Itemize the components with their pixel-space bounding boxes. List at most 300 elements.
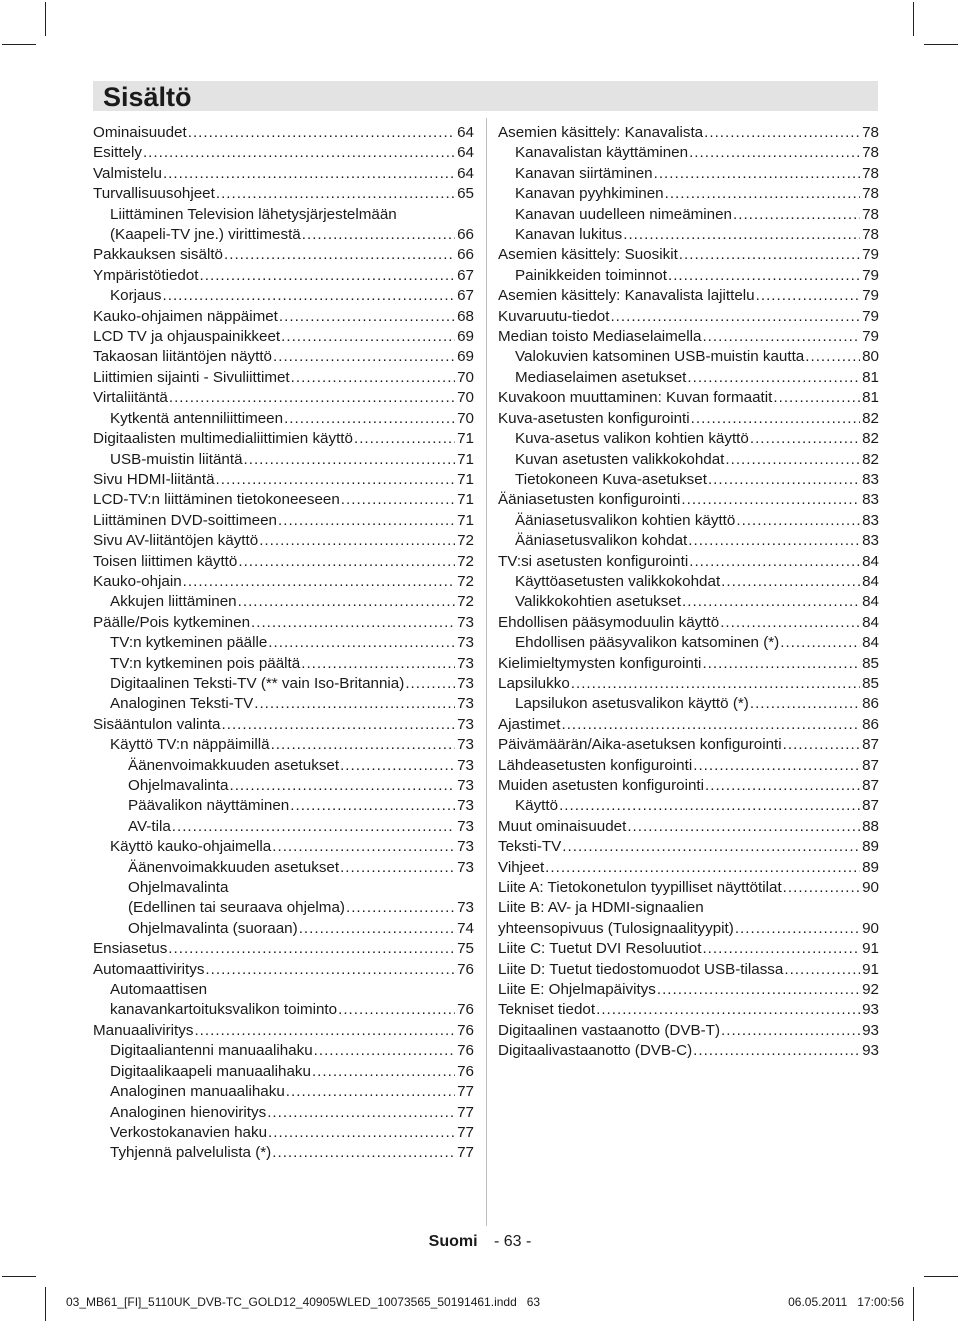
dot-leader xyxy=(346,898,455,918)
dot-leader xyxy=(216,184,455,204)
dot-leader xyxy=(689,143,860,163)
toc-entry-page: 71 xyxy=(457,430,474,448)
toc-entry xyxy=(93,368,474,388)
dot-leader xyxy=(405,674,455,694)
toc-entry xyxy=(498,980,879,1000)
toc-entry-page: 76 xyxy=(457,1042,474,1060)
toc-entry-title: Asemien käsittely: Kanavalista lajittelu xyxy=(498,287,755,305)
toc-entry-page: 72 xyxy=(457,552,474,570)
toc-entry-title: Kytkentä antenniliittimeen xyxy=(110,409,284,427)
dot-leader xyxy=(278,511,455,531)
toc-entry xyxy=(93,205,474,246)
toc-entry xyxy=(93,633,474,653)
toc-entry xyxy=(93,1062,474,1082)
toc-entry-title: Analoginen Teksti-TV xyxy=(110,695,254,713)
toc-entry-page: 73 xyxy=(457,777,474,794)
dot-leader xyxy=(168,939,455,959)
dot-leader xyxy=(773,388,860,408)
toc-entry xyxy=(498,388,879,408)
toc-entry xyxy=(93,654,474,674)
dot-leader xyxy=(200,266,456,286)
dot-leader xyxy=(299,919,455,939)
toc-entry-page: 66 xyxy=(457,246,474,264)
toc-entry-title: Liittäminen DVD-soittimeen xyxy=(93,511,278,529)
toc-entry-title: Liite D: Tuetut tiedostomuodot USB-tilassa xyxy=(498,960,784,978)
toc-entry-page: 82 xyxy=(862,430,879,448)
toc-entry-page: 65 xyxy=(457,185,474,203)
toc-entry-page: 81 xyxy=(862,389,879,407)
toc-list-left xyxy=(93,123,474,1164)
toc-entry xyxy=(93,1082,474,1102)
toc-entry-page: 71 xyxy=(457,491,474,509)
toc-entry-title: Tietokoneen Kuva-asetukset xyxy=(515,470,707,488)
dot-leader xyxy=(259,531,455,551)
dot-leader xyxy=(238,552,455,572)
dot-leader xyxy=(682,592,860,612)
dot-leader xyxy=(268,1123,455,1143)
toc-entry-page: 89 xyxy=(862,858,879,876)
toc-entry xyxy=(93,837,474,857)
dot-leader xyxy=(627,817,860,837)
toc-entry-title: Valmistelu xyxy=(93,164,162,182)
toc-entry xyxy=(93,347,474,367)
dot-leader xyxy=(194,1021,455,1041)
toc-entry-page: 67 xyxy=(457,266,474,284)
dot-leader xyxy=(271,735,456,755)
dot-leader xyxy=(301,654,455,674)
toc-entry-page: 76 xyxy=(457,1021,474,1039)
dot-leader xyxy=(691,409,860,429)
toc-entry xyxy=(498,368,879,388)
toc-entry-page: 84 xyxy=(862,572,879,590)
toc-entry-title: Äänenvoimakkuuden asetukset xyxy=(128,756,340,774)
toc-entry-page: 87 xyxy=(862,777,879,794)
toc-entry xyxy=(498,164,879,184)
toc-entry-page: 72 xyxy=(457,593,474,611)
toc-entry-page: 77 xyxy=(457,1144,474,1162)
toc-entry-page: 91 xyxy=(862,940,879,958)
crop-mark xyxy=(924,1276,958,1277)
toc-entry-page: 76 xyxy=(457,960,474,978)
toc-entry xyxy=(93,592,474,612)
toc-entry xyxy=(93,1123,474,1143)
toc-entry-page: 78 xyxy=(862,144,879,162)
toc-entry-page: 72 xyxy=(457,572,474,590)
crop-mark xyxy=(2,1276,36,1277)
toc-entry xyxy=(93,123,474,143)
toc-entry-title: Ohjelmavalinta (suoraan) xyxy=(128,919,298,937)
toc-entry-page: 70 xyxy=(457,389,474,407)
crop-mark xyxy=(45,2,46,36)
toc-entry-page: 70 xyxy=(457,409,474,427)
dot-leader xyxy=(251,613,455,633)
dot-leader xyxy=(736,511,860,531)
toc-entry xyxy=(93,531,474,551)
toc-entry-page: 67 xyxy=(457,287,474,305)
toc-left-column xyxy=(93,123,474,1164)
dot-leader xyxy=(341,490,455,510)
dot-leader xyxy=(163,286,456,306)
toc-entry xyxy=(498,960,879,980)
toc-entry xyxy=(93,266,474,286)
toc-entry-title: Sivu HDMI-liitäntä xyxy=(93,470,215,488)
toc-entry-page: 77 xyxy=(457,1123,474,1141)
toc-entry xyxy=(93,980,474,1021)
dot-leader xyxy=(721,1021,860,1041)
dot-leader xyxy=(559,796,860,816)
toc-entry-title: Liite C: Tuetut DVI Resoluutiot xyxy=(498,940,702,958)
toc-entry-page: 91 xyxy=(862,960,879,978)
title-bar xyxy=(93,81,878,111)
toc-entry xyxy=(93,817,474,837)
toc-entry-page: 86 xyxy=(862,695,879,713)
toc-entry xyxy=(498,939,879,959)
toc-entry xyxy=(498,592,879,612)
toc-entry-page: 73 xyxy=(457,858,474,876)
toc-entry-page: 64 xyxy=(457,144,474,162)
dot-leader xyxy=(708,470,860,490)
toc-entry xyxy=(498,552,879,572)
dot-leader xyxy=(725,450,860,470)
toc-entry-title: Ehdollisen pääsyvalikon katsominen (*) xyxy=(515,634,780,652)
dot-leader xyxy=(780,633,860,653)
toc-entry-page: 78 xyxy=(862,226,879,244)
toc-entry xyxy=(93,1103,474,1123)
toc-entry-title: Käyttö TV:n näppäimillä xyxy=(110,736,270,754)
toc-entry-page: 78 xyxy=(862,185,879,203)
toc-right-column xyxy=(498,123,879,1062)
dot-leader xyxy=(750,694,860,714)
toc-entry-page: 66 xyxy=(457,226,474,244)
crop-mark xyxy=(45,1287,46,1321)
toc-entry xyxy=(93,429,474,449)
toc-entry-title: (Edellinen tai seuraava ohjelma) xyxy=(128,899,345,917)
toc-entry xyxy=(498,286,879,306)
dot-leader xyxy=(183,572,455,592)
toc-entry-title: TV:n kytkeminen pois päältä xyxy=(110,654,301,672)
dot-leader xyxy=(704,123,860,143)
toc-entry-page: 84 xyxy=(862,593,879,611)
toc-entry-title: Kuvan asetusten valikkokohdat xyxy=(515,450,725,468)
toc-entry-title: Ympäristötiedot xyxy=(93,266,199,284)
toc-entry-title: Ohjelmavalinta xyxy=(128,777,229,794)
toc-entry xyxy=(498,450,879,470)
toc-entry-title: Digitaalivastaanotto (DVB-C) xyxy=(498,1042,693,1060)
toc-entry-page: 77 xyxy=(457,1103,474,1121)
toc-entry-title: kanavankartoituksvalikon toiminto xyxy=(110,1001,338,1019)
dot-leader xyxy=(290,796,455,816)
toc-entry-title: Kanavan pyyhkiminen xyxy=(515,185,664,203)
dot-leader xyxy=(702,654,860,674)
toc-entry-title: LCD TV ja ohjauspainikkeet xyxy=(93,328,281,346)
toc-entry xyxy=(498,511,879,531)
dot-leader xyxy=(571,674,860,694)
toc-entry-title: Digitaalinen Teksti-TV (** vain Iso-Britannia) xyxy=(110,674,405,692)
toc-entry-page: 73 xyxy=(457,817,474,835)
toc-entry xyxy=(498,837,879,857)
toc-entry-title: Liite E: Ohjelmapäivitys xyxy=(498,981,656,999)
dot-leader xyxy=(172,817,455,837)
dot-leader xyxy=(705,776,860,796)
toc-entry xyxy=(498,1000,879,1020)
toc-entry-title: Kanavan uudelleen nimeäminen xyxy=(515,205,733,223)
toc-entry-page: 72 xyxy=(457,532,474,550)
toc-entry-title: Takaosan liitäntöjen näyttö xyxy=(93,348,272,366)
toc-entry-title: Lapsilukon asetusvalikon käyttö (*) xyxy=(515,695,749,713)
toc-entry-title: Ensiasetus xyxy=(93,940,168,958)
dot-leader xyxy=(702,939,860,959)
toc-entry-page: 76 xyxy=(457,1062,474,1080)
dot-leader xyxy=(702,327,860,347)
toc-entry xyxy=(498,633,879,653)
toc-entry-page: 82 xyxy=(862,409,879,427)
page-footer xyxy=(0,1232,960,1252)
toc-entry-title: Median toisto Mediaselaimella xyxy=(498,328,702,346)
dot-leader xyxy=(354,429,455,449)
crop-mark xyxy=(924,44,958,45)
toc-entry-title: Ääniasetusvalikon kohtien käyttö xyxy=(515,511,736,529)
dot-leader xyxy=(720,613,860,633)
toc-entry-title: Analoginen manuaalihaku xyxy=(110,1083,285,1101)
toc-entry xyxy=(498,694,879,714)
toc-entry xyxy=(498,756,879,776)
toc-entry xyxy=(93,552,474,572)
toc-entry-page: 93 xyxy=(862,1021,879,1039)
dot-leader xyxy=(805,347,860,367)
toc-entry-title: Analoginen hienoviritys xyxy=(110,1103,267,1121)
toc-entry xyxy=(498,878,879,898)
dot-leader xyxy=(735,919,860,939)
toc-entry xyxy=(498,123,879,143)
toc-entry-page: 77 xyxy=(457,1083,474,1101)
toc-entry xyxy=(498,347,879,367)
toc-entry-title: Turvallisuusohjeet xyxy=(93,185,215,203)
slug-datetime: 06.05.2011 17:00:56 xyxy=(788,1295,904,1309)
toc-entry xyxy=(93,307,474,327)
toc-entry xyxy=(93,286,474,306)
toc-entry-title: Asemien käsittely: Kanavalista xyxy=(498,124,704,141)
toc-entry-title-line: Automaattisen xyxy=(110,981,208,999)
toc-entry xyxy=(93,470,474,490)
toc-entry-page: 79 xyxy=(862,328,879,346)
toc-entry-page: 71 xyxy=(457,450,474,468)
toc-entry xyxy=(93,327,474,347)
dot-leader xyxy=(340,858,455,878)
toc-entry xyxy=(93,939,474,959)
toc-entry-page: 83 xyxy=(862,532,879,550)
toc-entry xyxy=(93,796,474,816)
toc-entry-page: 85 xyxy=(862,674,879,692)
dot-leader xyxy=(163,164,455,184)
column-divider xyxy=(486,118,487,1226)
dot-leader xyxy=(783,735,860,755)
toc-entry xyxy=(498,327,879,347)
toc-entry-page: 73 xyxy=(457,715,474,733)
toc-entry xyxy=(498,735,879,755)
toc-entry-title: Digitaalinen vastaanotto (DVB-T) xyxy=(498,1021,721,1039)
toc-entry-title: Ajastimet xyxy=(498,715,561,733)
toc-entry-page: 84 xyxy=(862,552,879,570)
toc-entry-page: 83 xyxy=(862,470,879,488)
toc-entry-page: 76 xyxy=(457,1001,474,1019)
dot-leader xyxy=(681,490,860,510)
toc-entry-page: 74 xyxy=(457,919,474,937)
dot-leader xyxy=(222,715,456,735)
dot-leader xyxy=(273,347,455,367)
toc-entry-page: 64 xyxy=(457,124,474,141)
crop-mark xyxy=(913,2,914,36)
toc-entry-title: Automaattiviritys xyxy=(93,960,205,978)
dot-leader xyxy=(224,245,455,265)
dot-leader xyxy=(229,776,455,796)
toc-entry xyxy=(93,858,474,878)
toc-entry-title: Muiden asetusten konfigurointi xyxy=(498,777,705,794)
toc-entry-page: 82 xyxy=(862,450,879,468)
toc-entry-title: Kanavalistan käyttäminen xyxy=(515,144,689,162)
toc-entry xyxy=(498,470,879,490)
toc-entry-title: Asemien käsittely: Suosikit xyxy=(498,246,678,264)
toc-entry-title: Liittimien sijainti - Sivuliittimet xyxy=(93,368,290,386)
toc-entry-page: 78 xyxy=(862,205,879,223)
toc-entry xyxy=(498,898,879,939)
toc-entry xyxy=(93,613,474,633)
toc-entry xyxy=(93,1021,474,1041)
slug-filename: 03_MB61_[FI]_5110UK_DVB-TC_GOLD12_40905WLED_10073565_50191461.indd 63 xyxy=(66,1295,541,1309)
toc-entry xyxy=(93,409,474,429)
toc-entry-page: 69 xyxy=(457,328,474,346)
toc-entry-page: 85 xyxy=(862,654,879,672)
dot-leader xyxy=(205,960,455,980)
toc-entry xyxy=(498,184,879,204)
toc-entry-page: 73 xyxy=(457,654,474,672)
dot-leader xyxy=(314,1041,455,1061)
dot-leader xyxy=(721,572,860,592)
toc-entry-page: 92 xyxy=(862,981,879,999)
toc-entry-page: 79 xyxy=(862,287,879,305)
toc-entry-page: 83 xyxy=(862,491,879,509)
page-title: Sisältö xyxy=(103,82,192,112)
toc-entry xyxy=(93,184,474,204)
dot-leader xyxy=(689,552,860,572)
toc-entry-page: 86 xyxy=(862,715,879,733)
toc-entry-page: 71 xyxy=(457,470,474,488)
dot-leader xyxy=(784,960,860,980)
toc-entry-title-line: Ohjelmavalinta xyxy=(128,879,229,897)
toc-entry-page: 73 xyxy=(457,695,474,713)
dot-leader xyxy=(756,286,860,306)
toc-entry-title: TV:n kytkeminen päälle xyxy=(110,634,268,652)
toc-entry xyxy=(498,531,879,551)
toc-entry xyxy=(93,572,474,592)
toc-entry-title: Käyttöasetusten valikkokohdat xyxy=(515,572,721,590)
dot-leader xyxy=(281,327,455,347)
dot-leader xyxy=(286,1082,455,1102)
dot-leader xyxy=(545,858,860,878)
toc-entry-title: Kauko-ohjain xyxy=(93,572,182,590)
toc-entry xyxy=(498,245,879,265)
toc-entry xyxy=(93,960,474,980)
toc-entry xyxy=(93,1143,474,1163)
toc-entry xyxy=(93,1041,474,1061)
toc-entry xyxy=(93,164,474,184)
toc-entry-page: 87 xyxy=(862,756,879,774)
toc-entry xyxy=(498,225,879,245)
toc-entry xyxy=(93,511,474,531)
toc-entry-page: 87 xyxy=(862,797,879,815)
toc-entry-page: 90 xyxy=(862,919,879,937)
toc-list-right xyxy=(498,123,879,1062)
toc-entry xyxy=(93,878,474,919)
toc-entry-title: Vihjeet xyxy=(498,858,545,876)
toc-entry-page: 79 xyxy=(862,246,879,264)
dot-leader xyxy=(657,980,860,1000)
toc-entry-page: 73 xyxy=(457,613,474,631)
toc-entry xyxy=(498,143,879,163)
dot-leader xyxy=(561,715,860,735)
toc-entry-page: 81 xyxy=(862,368,879,386)
toc-entry-title: Teksti-TV xyxy=(498,838,562,856)
toc-entry-title: yhteensopivuus (Tulosignaalityypit) xyxy=(498,919,734,937)
toc-entry xyxy=(498,409,879,429)
toc-entry-page: 73 xyxy=(457,634,474,652)
toc-entry-title: Liite A: Tietokonetulon tyypilliset näyttötilat xyxy=(498,879,782,897)
dot-leader xyxy=(783,878,860,898)
dot-leader xyxy=(687,368,860,388)
toc-entry xyxy=(93,450,474,470)
toc-entry-page: 80 xyxy=(862,348,879,366)
toc-entry-page: 78 xyxy=(862,124,879,141)
toc-entry-page: 79 xyxy=(862,307,879,325)
toc-entry-title: Kuva-asetusten konfigurointi xyxy=(498,409,690,427)
toc-entry xyxy=(498,572,879,592)
toc-entry-title: Virtaliitäntä xyxy=(93,389,168,407)
toc-entry-title: Käyttö kauko-ohjaimella xyxy=(110,838,272,856)
dot-leader xyxy=(562,837,860,857)
toc-entry xyxy=(93,694,474,714)
dot-leader xyxy=(733,205,860,225)
dot-leader xyxy=(267,1103,455,1123)
toc-entry-title-line: Liite B: AV- ja HDMI-signaalien xyxy=(498,899,704,917)
toc-entry-title: Ominaisuudet xyxy=(93,124,187,141)
dot-leader xyxy=(340,756,455,776)
toc-entry-title: Kanavan lukitus xyxy=(515,226,623,244)
toc-entry-title: Esittely xyxy=(93,144,142,162)
dot-leader xyxy=(238,592,455,612)
toc-entry-title: Äänenvoimakkuuden asetukset xyxy=(128,858,340,876)
toc-entry-title: USB-muistin liitäntä xyxy=(110,450,243,468)
toc-entry-title: Digitaalikaapeli manuaalihaku xyxy=(110,1062,311,1080)
footer-language: Suomi xyxy=(428,1233,478,1250)
toc-entry xyxy=(498,654,879,674)
toc-entry xyxy=(498,858,879,878)
dot-leader xyxy=(272,837,455,857)
toc-entry-page: 73 xyxy=(457,756,474,774)
toc-entry-title: (Kaapeli-TV jne.) virittimestä xyxy=(110,226,301,244)
toc-entry-title: Tyhjennä palvelulista (*) xyxy=(110,1144,272,1162)
dot-leader xyxy=(302,225,455,245)
dot-leader xyxy=(693,756,860,776)
toc-entry-title: Käyttö xyxy=(515,797,559,815)
toc-entry-title: AV-tila xyxy=(128,817,171,835)
crop-mark xyxy=(2,44,36,45)
toc-entry-page: 73 xyxy=(457,899,474,917)
toc-entry-page: 73 xyxy=(457,674,474,692)
dot-leader xyxy=(688,531,860,551)
toc-entry-title: Korjaus xyxy=(110,287,162,305)
toc-entry-title: Sivu AV-liitäntöjen käyttö xyxy=(93,532,259,550)
toc-entry-title: Digitaalisten multimedialiittimien käyttö xyxy=(93,430,353,448)
toc-entry xyxy=(498,1021,879,1041)
